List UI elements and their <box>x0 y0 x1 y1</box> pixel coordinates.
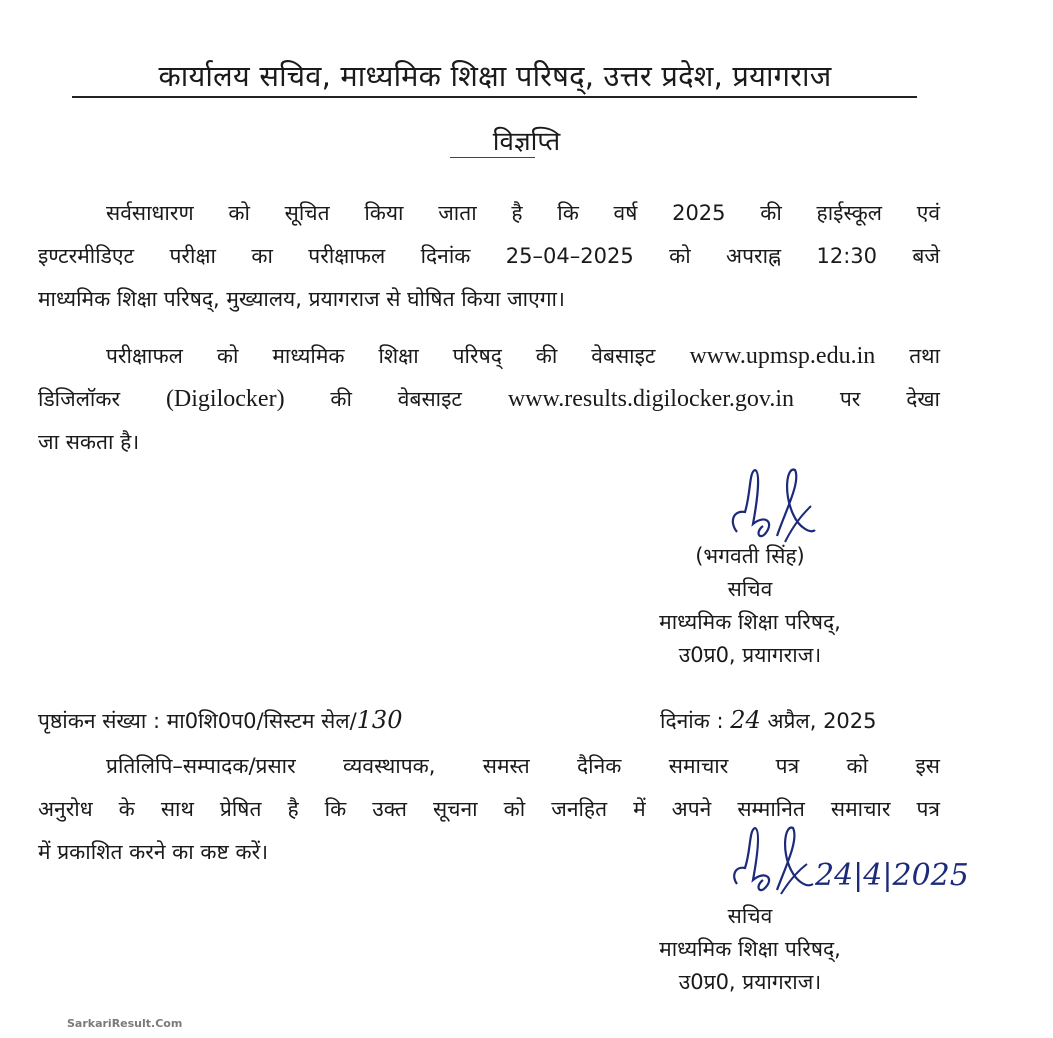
date-label: दिनांक : <box>660 709 724 733</box>
text: की वेबसाइट <box>330 387 462 411</box>
signatory-name: (भगवती सिंह) <box>695 544 805 568</box>
paragraph-line: अनुरोध के साथ प्रेषित है कि उक्त सूचना को जनहित में अपने सम्मानित समाचार पत्र <box>38 797 940 821</box>
date-handwritten-day: 24 <box>730 706 761 734</box>
digilocker-website-link[interactable]: www.results.digilocker.gov.in <box>507 386 795 412</box>
handwritten-date: 24|4|2025 <box>815 858 969 893</box>
paragraph-line: में प्रकाशित करने का कष्ट करें। <box>38 840 269 864</box>
signatory-location: उ0प्र0, प्रयागराज। <box>678 643 822 667</box>
text: तथा <box>909 344 941 368</box>
title-underline <box>72 96 917 98</box>
signatory-block <box>630 900 870 999</box>
paragraph-line: जा सकता है। <box>38 430 140 454</box>
paragraph-line: इण्टरमीडिएट परीक्षा का परीक्षाफल दिनांक 25–04–2025 को अपराह्न 12:30 बजे <box>38 244 940 268</box>
notice-heading: विज्ञप्ति <box>492 127 561 157</box>
reference-handwritten-number: 130 <box>356 706 403 734</box>
signatory-block <box>630 540 870 672</box>
paragraph-line: सर्वसाधारण को सूचित किया जाता है कि वर्ष 2025 की हाईस्कूल एवं <box>106 201 940 225</box>
reference-date <box>660 706 877 735</box>
signatory-organization: माध्यमिक शिक्षा परिषद्, <box>659 937 841 961</box>
paragraph-line <box>38 335 940 378</box>
reference-number <box>38 706 402 735</box>
reference-label: पृष्ठांकन संख्या : मा0शि0प0/सिस्टम सेल/ <box>38 709 357 733</box>
signatory-designation: सचिव <box>727 904 773 928</box>
notice-underline <box>450 157 535 158</box>
text: परीक्षाफल को माध्यमिक शिक्षा परिषद् की वेबसाइट <box>106 344 656 368</box>
digilocker-label: (Digilocker) <box>165 386 285 412</box>
website-paragraph <box>38 335 940 464</box>
signature-mark <box>715 462 825 552</box>
text: डिजिलॉकर <box>38 387 121 411</box>
paragraph-line <box>38 378 940 421</box>
signature-mark <box>725 822 825 902</box>
paragraph-line: माध्यमिक शिक्षा परिषद्, मुख्यालय, प्रयागराज से घोषित किया जाएगा। <box>38 287 565 311</box>
signatory-organization: माध्यमिक शिक्षा परिषद्, <box>659 610 841 634</box>
signatory-location: उ0प्र0, प्रयागराज। <box>678 970 822 994</box>
text: पर देखा <box>839 387 940 411</box>
watermark: SarkariResult.Com <box>67 1017 183 1030</box>
office-title: कार्यालय सचिव, माध्यमिक शिक्षा परिषद्, उत्तर प्रदेश, प्रयागराज <box>158 59 832 93</box>
announcement-paragraph <box>38 192 940 321</box>
paragraph-line: प्रतिलिपि–सम्पादक/प्रसार व्यवस्थापक, समस्त दैनिक समाचार पत्र को इस <box>106 754 940 778</box>
signatory-designation: सचिव <box>727 577 773 601</box>
date-month-year: अप्रैल, 2025 <box>767 709 877 733</box>
upmsp-website-link[interactable]: www.upmsp.edu.in <box>689 343 876 369</box>
